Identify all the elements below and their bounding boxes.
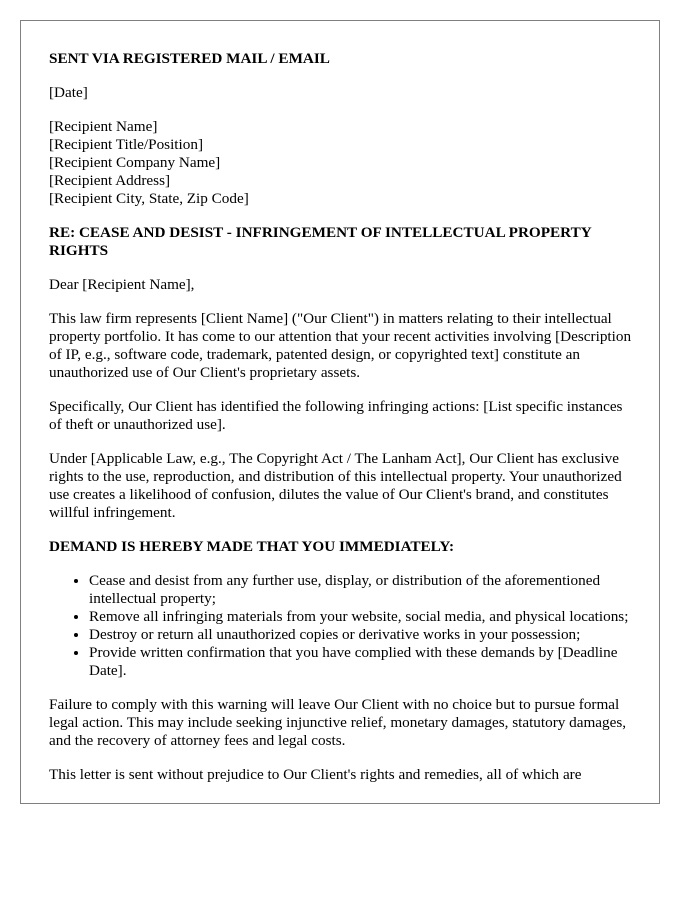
subject-line: RE: CEASE AND DESIST - INFRINGEMENT OF INTELLECTUAL PROPERTY RIGHTS (49, 224, 592, 259)
salutation: Dear [Recipient Name], (49, 276, 195, 293)
demand-item-remove: • Remove all infringing materials from your website, social media, and physical locations; (89, 608, 634, 626)
demand-item-destroy: • Destroy or return all unauthorized copies or derivative works in your possession; (89, 626, 634, 644)
recipient-title: [Recipient Title/Position] (49, 136, 203, 153)
demand-heading: DEMAND IS HEREBY MADE THAT YOU IMMEDIATELY: (49, 538, 455, 555)
paragraph-infringing-actions: Specifically, Our Client has identified the following infringing actions: [List specific instances of theft or unauthorized use]. (49, 398, 623, 433)
paragraph-without-prejudice: This letter is sent without prejudice to Our Client's rights and remedies, all of which are (49, 766, 582, 783)
paragraph-failure-to-comply: Failure to comply with this warning will leave Our Client with no choice but to pursue formal legal action. This may include seeking injunctive relief, monetary damages, statutory damages, and the recovery of attorney fees and legal costs. (49, 696, 627, 749)
recipient-city-state-zip: [Recipient City, State, Zip Code] (49, 190, 249, 207)
letter-page (20, 20, 660, 804)
demand-list (49, 572, 634, 680)
recipient-address: [Recipient Address] (49, 172, 171, 189)
letter-date: [Date] (49, 84, 88, 101)
letter-body (49, 50, 634, 800)
demand-item-confirm: • Provide written confirmation that you have complied with these demands by [Deadline Date]. (89, 644, 634, 680)
recipient-address-block (49, 118, 634, 208)
recipient-name: [Recipient Name] (49, 118, 158, 135)
paragraph-representation: This law firm represents [Client Name] ("Our Client") in matters relating to their intellectual property portfolio. It has come to our attention that your recent activities involving [Description of IP, e.g., software code, trademark, patented design, or copyrighted text] constitute an unauthorized use of Our Client's proprietary assets. (49, 310, 632, 381)
recipient-company: [Recipient Company Name] (49, 154, 221, 171)
delivery-method-line: SENT VIA REGISTERED MAIL / EMAIL (49, 50, 330, 67)
paragraph-applicable-law: Under [Applicable Law, e.g., The Copyright Act / The Lanham Act], Our Client has exclusive rights to the use, reproduction, and distribution of this intellectual property. Your unauthorized use creates a likelihood of confusion, dilutes the value of Our Client's brand, and constitutes willful infringement. (49, 450, 622, 521)
demand-item-cease: • Cease and desist from any further use, display, or distribution of the aforementioned intellectual property; (89, 572, 634, 608)
